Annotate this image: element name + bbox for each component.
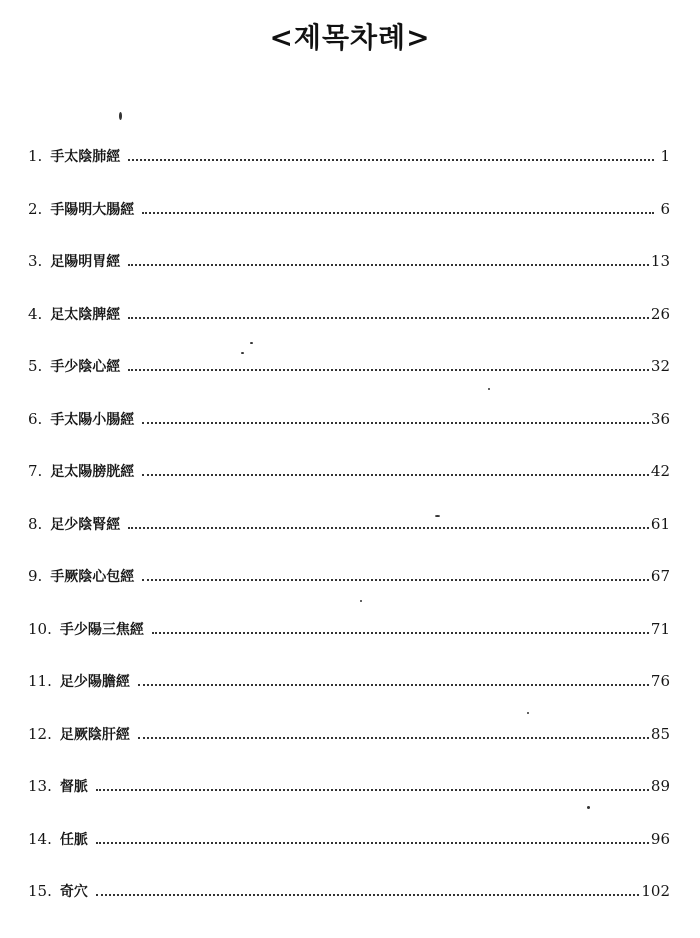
dot-leader bbox=[142, 578, 649, 581]
dot-leader bbox=[128, 368, 649, 371]
dot-leader bbox=[96, 788, 649, 791]
toc-number: 12. bbox=[28, 724, 52, 743]
toc-number: 3. bbox=[28, 252, 43, 270]
dot-leader bbox=[152, 631, 649, 634]
toc-row[interactable] bbox=[28, 514, 670, 567]
toc-page-number: 42 bbox=[650, 462, 670, 480]
toc-page-number: 13 bbox=[650, 252, 670, 270]
toc-title: 足少陽膽經 bbox=[59, 674, 130, 690]
toc-row[interactable] bbox=[28, 566, 670, 619]
toc-title: 足太陰脾經 bbox=[50, 306, 121, 323]
toc-page-number: 26 bbox=[650, 304, 670, 323]
toc-number: 15. bbox=[28, 882, 52, 900]
toc-row[interactable] bbox=[28, 146, 670, 199]
toc-page-number: 85 bbox=[650, 724, 670, 743]
dot-leader bbox=[138, 736, 649, 739]
toc-number: 4. bbox=[28, 304, 43, 323]
toc-title: 足厥陰肝經 bbox=[59, 726, 130, 743]
scan-speck bbox=[119, 112, 122, 120]
toc-row[interactable] bbox=[28, 724, 670, 777]
page-title: <제목차례> bbox=[269, 21, 431, 54]
toc-page-number: 96 bbox=[650, 829, 670, 848]
dot-leader bbox=[142, 211, 654, 214]
toc-number: 9. bbox=[28, 567, 43, 585]
toc-title: 手少陽三焦經 bbox=[59, 621, 144, 638]
dot-leader bbox=[142, 473, 649, 476]
toc-page-number: 71 bbox=[650, 619, 670, 638]
toc-row[interactable] bbox=[28, 829, 670, 882]
dot-leader bbox=[128, 526, 649, 529]
toc-number: 7. bbox=[28, 462, 43, 480]
toc-number: 8. bbox=[28, 514, 43, 533]
toc-title: 督脈 bbox=[59, 779, 88, 795]
toc-number: 6. bbox=[28, 409, 43, 428]
toc-page-number: 1 bbox=[660, 147, 670, 165]
toc-title: 任脈 bbox=[59, 831, 88, 848]
toc-number: 10. bbox=[28, 619, 52, 638]
toc-number: 2. bbox=[28, 199, 43, 218]
toc-page-number: 36 bbox=[650, 409, 670, 428]
dot-leader bbox=[128, 316, 649, 319]
toc-title: 奇穴 bbox=[59, 884, 88, 900]
toc-title: 手太陰肺經 bbox=[50, 149, 121, 165]
table-of-contents bbox=[28, 146, 670, 934]
toc-page-number: 89 bbox=[650, 777, 670, 795]
toc-row[interactable] bbox=[28, 251, 670, 304]
toc-row[interactable] bbox=[28, 461, 670, 514]
toc-page-number: 6 bbox=[660, 199, 670, 218]
toc-page-number: 61 bbox=[650, 514, 670, 533]
toc-number: 14. bbox=[28, 829, 52, 848]
toc-title: 足少陰腎經 bbox=[50, 516, 121, 533]
toc-row[interactable] bbox=[28, 881, 670, 934]
toc-number: 13. bbox=[28, 777, 52, 795]
dot-leader bbox=[96, 841, 649, 844]
toc-page-number: 76 bbox=[650, 672, 670, 690]
toc-row[interactable] bbox=[28, 671, 670, 724]
toc-page-number: 67 bbox=[650, 567, 670, 585]
dot-leader bbox=[96, 893, 640, 896]
toc-number: 5. bbox=[28, 357, 43, 375]
dot-leader bbox=[142, 421, 649, 424]
toc-title: 手陽明大腸經 bbox=[50, 201, 135, 218]
dot-leader bbox=[138, 683, 649, 686]
toc-row[interactable] bbox=[28, 199, 670, 252]
toc-title: 手厥陰心包經 bbox=[50, 569, 135, 585]
toc-row[interactable] bbox=[28, 619, 670, 672]
toc-number: 1. bbox=[28, 147, 43, 165]
toc-row[interactable] bbox=[28, 776, 670, 829]
dot-leader bbox=[128, 263, 649, 266]
toc-page-number: 102 bbox=[641, 882, 670, 900]
toc-title: 足陽明胃經 bbox=[50, 254, 121, 270]
toc-row[interactable] bbox=[28, 409, 670, 462]
toc-row[interactable] bbox=[28, 356, 670, 409]
dot-leader bbox=[128, 158, 654, 161]
toc-title: 手少陰心經 bbox=[50, 359, 121, 375]
toc-page-number: 32 bbox=[650, 357, 670, 375]
toc-row[interactable] bbox=[28, 304, 670, 357]
toc-title: 手太陽小腸經 bbox=[50, 411, 135, 428]
toc-number: 11. bbox=[28, 672, 52, 690]
toc-title: 足太陽膀胱經 bbox=[50, 464, 135, 480]
